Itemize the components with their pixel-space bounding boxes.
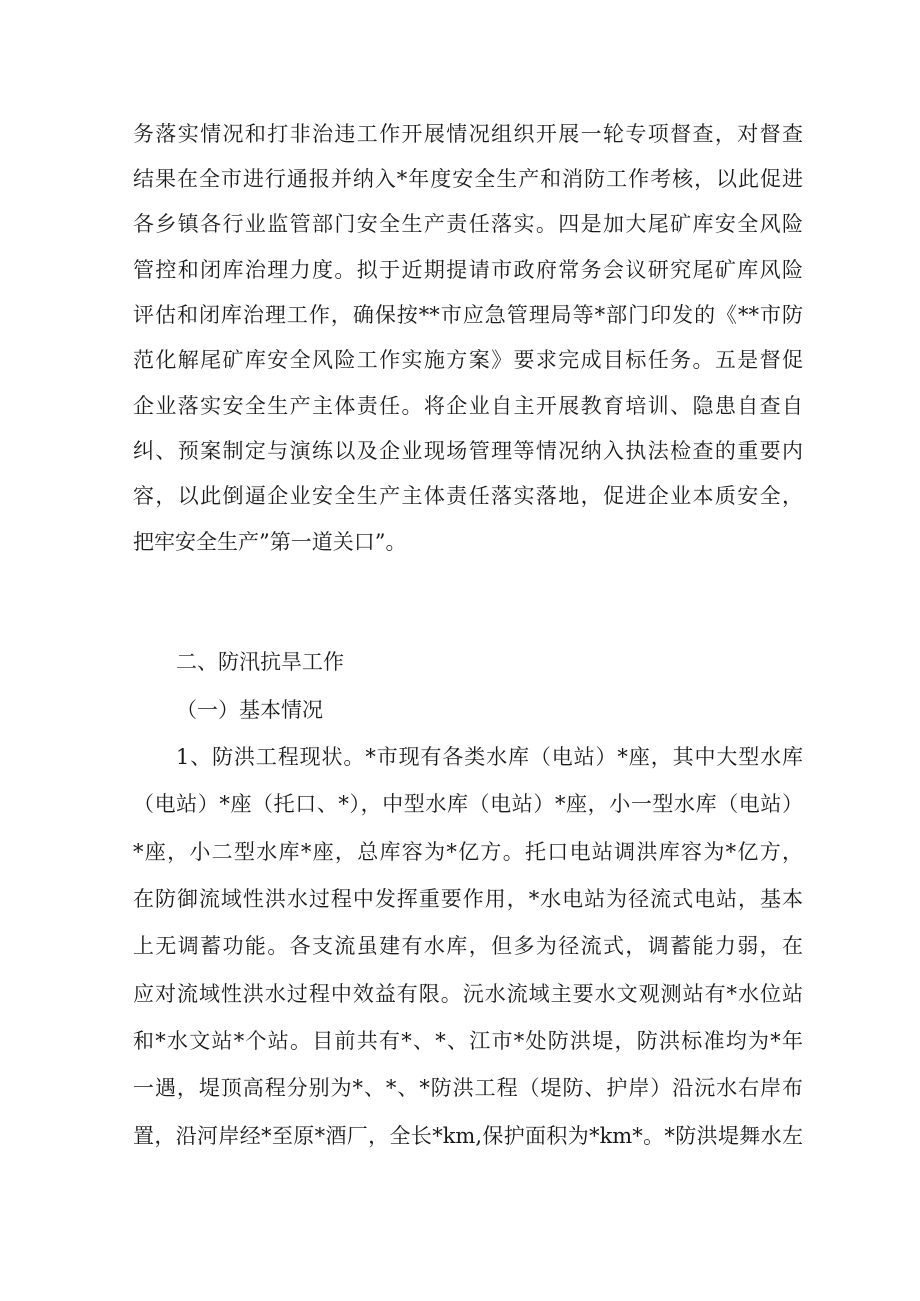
body-text-line: 容，以此倒逼企业安全生产主体责任落实落地，促进企业本质安全， xyxy=(133,484,803,508)
body-text-line: 结果在全市进行通报并纳入*年度安全生产和消防工作考核，以此促进 xyxy=(133,167,803,191)
body-text-line: 企业落实安全生产主体责任。将企业自主开展教育培训、隐患自查自 xyxy=(133,394,803,418)
body-text-line: 应对流域性洪水过程中效益有限。沅水流域主要水文观测站有*水位站 xyxy=(133,982,803,1006)
body-text-line: 上无调蓄功能。各支流虽建有水库，但多为径流式，调蓄能力弱，在 xyxy=(133,934,803,958)
body-text-line: 把牢安全生产”第一道关口”。 xyxy=(133,530,407,554)
subsection-heading: （一）基本情况 xyxy=(176,698,323,722)
body-text-line: 和*水文站*个站。目前共有*、*、江市*处防洪堤，防洪标准均为*年 xyxy=(133,1029,803,1053)
body-text-line: 置，沿河岸经*至原*酒厂，全长*km,保护面积为*km*。*防洪堤舞水左 xyxy=(133,1124,803,1148)
body-text-line: 1、防洪工程现状。*市现有各类水库（电站）*座，其中大型水库 xyxy=(176,745,803,769)
body-text-line: 管控和闭库治理力度。拟于近期提请市政府常务会议研究尾矿库风险 xyxy=(133,258,803,282)
body-text-line: （电站）*座（托口、*），中型水库（电站）*座，小一型水库（电站） xyxy=(133,792,803,816)
body-text-line: 各乡镇各行业监管部门安全生产责任落实。四是加大尾矿库安全风险 xyxy=(133,212,803,236)
body-text-line: 纠、预案制定与演练以及企业现场管理等情况纳入执法检查的重要内 xyxy=(133,439,803,463)
body-text-line: 评估和闭库治理工作，确保按**市应急管理局等*部门印发的《**市防 xyxy=(133,303,803,327)
section-heading: 二、防汛抗旱工作 xyxy=(176,650,344,674)
body-text-line: 在防御流域性洪水过程中发挥重要作用，*水电站为径流式电站，基本 xyxy=(133,887,803,911)
body-text-line: 务落实情况和打非治违工作开展情况组织开展一轮专项督查，对督查 xyxy=(133,122,803,146)
body-text-line: *座，小二型水库*座，总库容为*亿方。托口电站调洪库容为*亿方， xyxy=(133,840,803,864)
body-text-line: 范化解尾矿库安全风险工作实施方案》要求完成目标任务。五是督促 xyxy=(133,348,803,372)
body-text-line: 一遇，堤顶高程分别为*、*、*防洪工程（堤防、护岸）沿沅水右岸布 xyxy=(133,1076,803,1100)
